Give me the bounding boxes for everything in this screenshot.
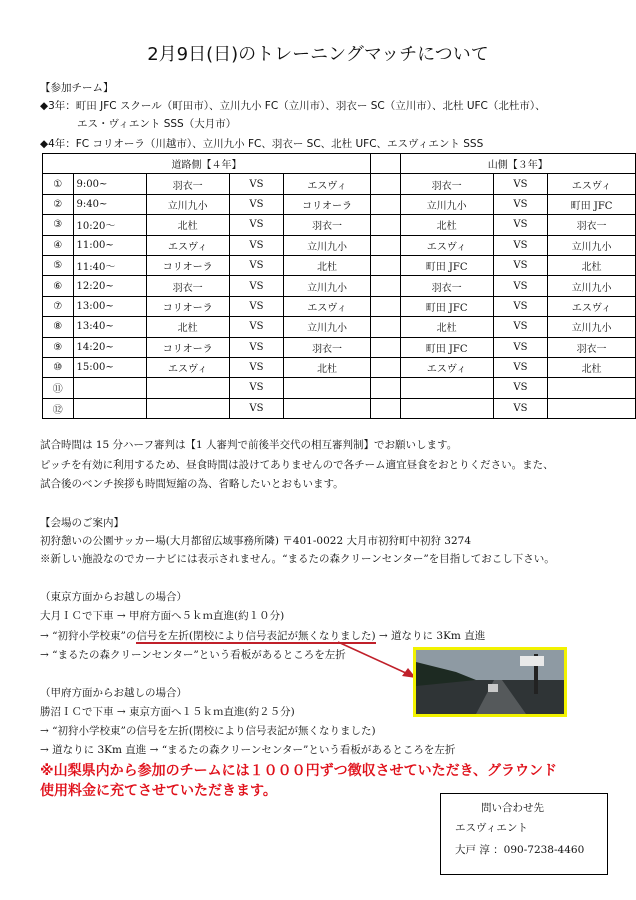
row-gap (370, 235, 400, 255)
mountain-team-2: 羽衣一 (548, 337, 636, 357)
row-number: ⑧ (43, 317, 74, 337)
mountain-vs: VS (493, 317, 547, 337)
mountain-vs: VS (493, 357, 547, 377)
road-vs: VS (229, 398, 283, 418)
road-team-2 (284, 378, 371, 398)
road-team-2: 北杜 (284, 255, 371, 275)
road-team-1: 羽衣一 (146, 174, 229, 194)
row-number: ⑥ (43, 276, 74, 296)
match-schedule-table (42, 153, 636, 419)
tokyo-heading: （東京方面からお越しの場合） (40, 591, 187, 603)
row-gap (370, 378, 400, 398)
row-gap (370, 215, 400, 235)
road-vs: VS (229, 235, 283, 255)
road-sign-photo (413, 647, 567, 717)
road-vs: VS (229, 337, 283, 357)
road-team-1: エスヴィ (146, 235, 229, 255)
row-number: ⑪ (43, 378, 74, 398)
table-row (43, 357, 636, 377)
mountain-team-2: 立川九小 (548, 317, 636, 337)
road-team-2: 羽衣一 (284, 337, 371, 357)
road-vs: VS (229, 317, 283, 337)
teams-heading: 【参加チーム】 (40, 82, 114, 94)
tokyo-line2-post: → 道なりに 3Km 直進 (375, 630, 486, 642)
table-row (43, 255, 636, 275)
row-number: ⑦ (43, 296, 74, 316)
grade4-label: ◆4年： (40, 138, 76, 150)
mountain-team-1: エスヴィ (400, 235, 493, 255)
contact-heading: 問い合わせ先 (481, 802, 544, 814)
mountain-team-2: 北杜 (548, 255, 636, 275)
road-team-2 (284, 398, 371, 418)
mountain-team-1: 北杜 (400, 317, 493, 337)
road-team-1: コリオーラ (146, 337, 229, 357)
kofu-line2: → “初狩小学校東”の信号を左折(閉校により信号表記が無くなりました) (40, 725, 376, 737)
road-vs: VS (229, 276, 283, 296)
road-team-2: 立川九小 (284, 317, 371, 337)
row-gap (370, 337, 400, 357)
road-team-2: コリオーラ (284, 194, 371, 214)
venue-heading: 【会場のご案内】 (40, 517, 124, 529)
contact-person: 大戸 淳 ：090-7238-4460 (455, 844, 585, 856)
road-photo-illustration (416, 650, 564, 714)
table-row (43, 194, 636, 214)
header-gap (370, 154, 400, 174)
tokyo-line1: 大月ＩＣで下車 → 甲府方面へ５ｋｍ直進(約１０分) (40, 610, 285, 622)
match-time: 12:20~ (73, 276, 146, 296)
match-time: 11:00~ (73, 235, 146, 255)
road-team-2: 羽衣一 (284, 215, 371, 235)
table-row (43, 378, 636, 398)
row-number: ③ (43, 215, 74, 235)
row-gap (370, 357, 400, 377)
kofu-heading: （甲府方面からお越しの場合） (40, 687, 187, 699)
row-gap (370, 317, 400, 337)
mountain-vs: VS (493, 378, 547, 398)
mountain-team-2: 北杜 (548, 357, 636, 377)
mountain-team-1: 町田 JFC (400, 337, 493, 357)
table-row (43, 276, 636, 296)
arrow-line (338, 642, 408, 674)
road-team-1: 立川九小 (146, 194, 229, 214)
row-number: ④ (43, 235, 74, 255)
photo-sign (520, 656, 544, 666)
mountain-vs: VS (493, 296, 547, 316)
match-time (73, 398, 146, 418)
grade3-teams (40, 98, 546, 113)
header-mountain: 山側【３年】 (400, 154, 635, 174)
table-header-row (43, 154, 636, 174)
notes-line1: 試合時間は 15 分ハーフ審判は【1 人審判で前後半交代の相互審判制】でお願いします。 (40, 439, 458, 451)
kofu-line3: → 道なりに 3Km 直進 → “まるたの森クリーンセンター”という看板があるところを左折 (40, 744, 456, 756)
page-title: 2月9日(日)のトレーニングマッチについて (147, 44, 489, 65)
road-vs: VS (229, 215, 283, 235)
grade4-line: FC コリオーラ（川越市）、立川九小 FC、羽衣ー SC、北杜 UFC、エスヴィエント SSS (75, 138, 484, 150)
mountain-team-2: 羽衣一 (548, 215, 636, 235)
mountain-team-1 (400, 398, 493, 418)
fee-line1: ※山梨県内から参加のチームには１０００円ずつ徴収させていただき、グラウンド (40, 763, 558, 779)
road-team-2: 立川九小 (284, 276, 371, 296)
road-team-1: エスヴィ (146, 357, 229, 377)
mountain-team-1 (400, 378, 493, 398)
road-vs: VS (229, 357, 283, 377)
mountain-team-1: 町田 JFC (400, 296, 493, 316)
mountain-team-2: エスヴィ (548, 296, 636, 316)
mountain-team-1: 町田 JFC (400, 255, 493, 275)
mountain-vs: VS (493, 337, 547, 357)
tokyo-line2-pre: → “初狩小学校東”の (40, 630, 137, 642)
table-row (43, 235, 636, 255)
grade4-teams (40, 136, 483, 151)
road-team-1 (146, 378, 229, 398)
road-vs: VS (229, 378, 283, 398)
mountain-team-1: 羽衣一 (400, 276, 493, 296)
venue-note: ※新しい施設なのでカーナビには表示されません。“まるたの森クリーンセンター”を目指しておこし下さい。 (40, 553, 555, 565)
mountain-team-2 (548, 398, 636, 418)
road-vs: VS (229, 255, 283, 275)
row-number: ② (43, 194, 74, 214)
road-team-1: 北杜 (146, 215, 229, 235)
photo-car (488, 684, 498, 692)
table-row (43, 215, 636, 235)
mountain-team-1: エスヴィ (400, 357, 493, 377)
table-row (43, 296, 636, 316)
match-time (73, 378, 146, 398)
match-time: 11:40～ (73, 255, 146, 275)
mountain-team-2: 立川九小 (548, 276, 636, 296)
mountain-vs: VS (493, 174, 547, 194)
match-time: 15:00~ (73, 357, 146, 377)
table-row (43, 317, 636, 337)
tokyo-line2-underline: 信号を左折(閉校により信号表記が無くなりました) (136, 630, 376, 642)
match-time: 13:40~ (73, 317, 146, 337)
mountain-team-1: 立川九小 (400, 194, 493, 214)
row-gap (370, 174, 400, 194)
road-team-1: 羽衣一 (146, 276, 229, 296)
kofu-line1: 勝沼ＩＣで下車 → 東京方面へ１５ｋｍ直進(約２５分) (40, 706, 295, 718)
grade3-line1: 町田 JFC スクール（町田市）、立川九小 FC（立川市）、羽衣ー SC（立川市）、北杜 UFC（北杜市）、 (75, 100, 546, 112)
row-gap (370, 276, 400, 296)
notes-line2: ピッチを有効に利用するため、昼食時間は設けてありませんので各チーム適宜昼食をおとりください。また、 (40, 459, 554, 471)
notes-line3: 試合後のベンチ挨拶も時間短縮の為、省略したいとおもいます。 (40, 478, 344, 490)
grade3-label: ◆3年： (40, 100, 76, 112)
road-team-1: コリオーラ (146, 255, 229, 275)
road-team-1 (146, 398, 229, 418)
row-gap (370, 398, 400, 418)
road-team-2: 立川九小 (284, 235, 371, 255)
mountain-vs: VS (493, 398, 547, 418)
road-team-2: 北杜 (284, 357, 371, 377)
mountain-vs: VS (493, 215, 547, 235)
mountain-team-2: 立川九小 (548, 235, 636, 255)
header-road: 道路側【４年】 (43, 154, 371, 174)
mountain-vs: VS (493, 276, 547, 296)
fee-line2: 使用料金に充てさせていただきます。 (40, 783, 277, 799)
match-time: 14:20~ (73, 337, 146, 357)
row-number: ⑫ (43, 398, 74, 418)
mountain-vs: VS (493, 255, 547, 275)
table-row (43, 337, 636, 357)
road-vs: VS (229, 194, 283, 214)
match-time: 9:00~ (73, 174, 146, 194)
row-gap (370, 255, 400, 275)
table-row (43, 398, 636, 418)
match-time: 13:00~ (73, 296, 146, 316)
row-gap (370, 296, 400, 316)
road-vs: VS (229, 296, 283, 316)
table-row (43, 174, 636, 194)
mountain-team-2: エスヴィ (548, 174, 636, 194)
match-time: 10:20～ (73, 215, 146, 235)
road-team-2: エスヴィ (284, 174, 371, 194)
road-team-1: 北杜 (146, 317, 229, 337)
row-number: ⑩ (43, 357, 74, 377)
row-number: ⑨ (43, 337, 74, 357)
contact-box (440, 793, 608, 875)
mountain-team-1: 北杜 (400, 215, 493, 235)
road-team-2: エスヴィ (284, 296, 371, 316)
venue-address: 初狩憩いの公園サッカー場(大月都留広域事務所隣) 〒401-0022 大月市初狩町中初狩 3274 (40, 535, 472, 547)
road-vs: VS (229, 174, 283, 194)
row-number: ① (43, 174, 74, 194)
road-team-1: コリオーラ (146, 296, 229, 316)
mountain-team-1: 羽衣一 (400, 174, 493, 194)
grade3-line2: エス・ヴィエント SSS（大月市） (77, 118, 237, 130)
mountain-vs: VS (493, 235, 547, 255)
mountain-vs: VS (493, 194, 547, 214)
mountain-team-2 (548, 378, 636, 398)
row-number: ⑤ (43, 255, 74, 275)
mountain-team-2: 町田 JFC (548, 194, 636, 214)
contact-org: エスヴィエント (455, 822, 528, 834)
match-time: 9:40~ (73, 194, 146, 214)
tokyo-line3: → “まるたの森クリーンセンター”という看板があるところを左折 (40, 649, 346, 661)
row-gap (370, 194, 400, 214)
